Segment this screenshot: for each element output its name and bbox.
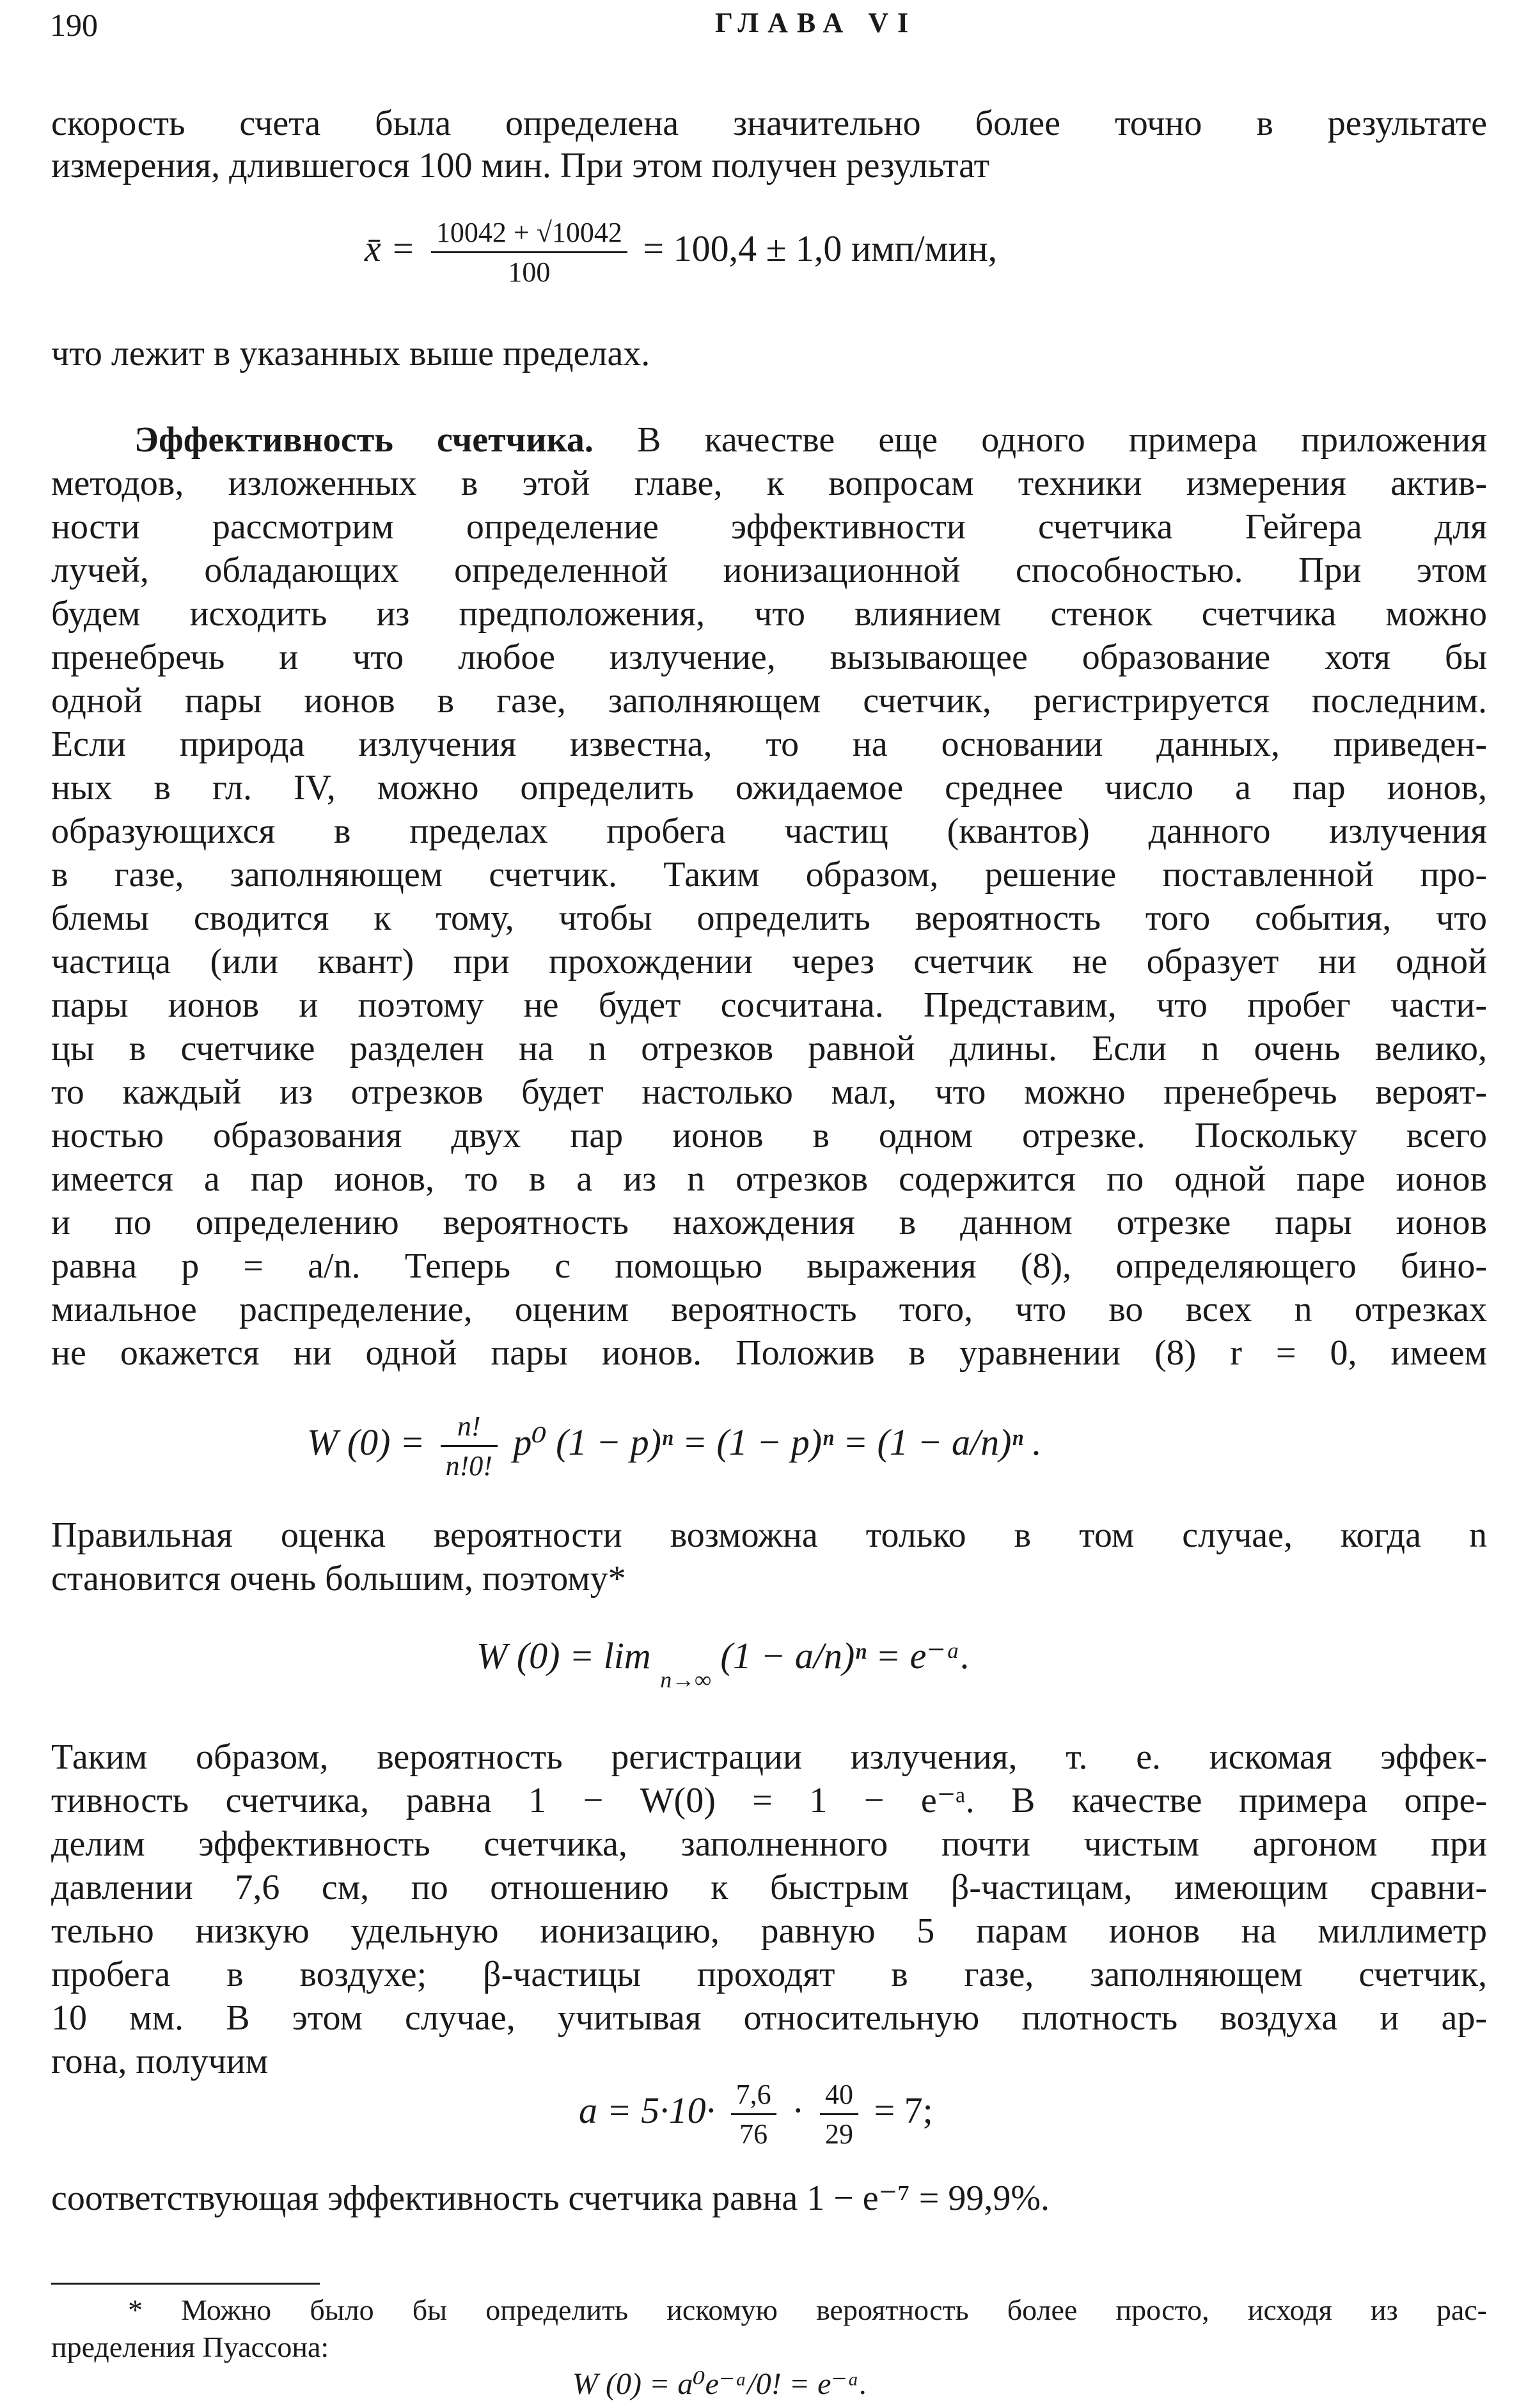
- fraction-denominator: n!0!: [445, 1450, 492, 1482]
- text-line: становится очень большим, поэтому*: [51, 1559, 626, 1599]
- fraction-numerator: 7,6: [731, 2078, 776, 2115]
- fraction-numerator: 40: [820, 2078, 858, 2115]
- formula-rhs: (1 − a/n)ⁿ = e⁻ᵃ.: [720, 1635, 970, 1677]
- text-line: и по определению вероятность нахождения в данном отрезке пары ионов: [51, 1203, 1487, 1242]
- text-line: Правильная оценка вероятности возможна только в том случае, когда n: [51, 1515, 1487, 1555]
- text-line: Таким образом, вероятность регистрации излучения, т. е. искомая эффек-: [51, 1737, 1487, 1777]
- text-line: пары ионов и поэтому не будет сосчитана. Представим, что пробег части-: [51, 985, 1487, 1025]
- formula-lhs: x̄ =: [365, 227, 416, 269]
- formula-fraction-2: [820, 2078, 858, 2150]
- text-line: лучей, обладающих определенной ионизационной способностью. При этом: [51, 551, 1487, 590]
- text-line: тельно низкую удельную ионизацию, равную 5 парам ионов на миллиметр: [51, 1911, 1487, 1951]
- text-line: Если природа излучения известна, то на основании данных, приведен-: [51, 724, 1487, 764]
- section-first-line: [134, 419, 1487, 461]
- text-line: что лежит в указанных выше пределах.: [51, 334, 650, 373]
- formula-lhs: a = 5·10·: [579, 2089, 716, 2131]
- footnote-divider: [51, 2283, 320, 2285]
- fraction-denominator: 76: [739, 2118, 768, 2150]
- text-line: в газе, заполняющем счетчик. Таким образом, решение поставленной про-: [51, 855, 1487, 895]
- text-line: блемы сводится к тому, чтобы определить вероятность того события, что: [51, 898, 1487, 938]
- formula-dot: ·: [792, 2089, 805, 2131]
- footnote-line: * Можно было бы определить искомую вероятность более просто, исходя из рас-: [128, 2294, 1487, 2326]
- formula-lhs: W (0) = lim: [476, 1635, 651, 1677]
- text-line: цы в счетчике разделен на n отрезков равной длины. Если n очень велико,: [51, 1029, 1487, 1068]
- formula-binomial-zero: [307, 1410, 1042, 1482]
- formula-fraction: [431, 216, 627, 288]
- text-line: делим эффективность счетчика, заполненного почти чистым аргоном при: [51, 1824, 1487, 1864]
- text-line: частица (или квант) при прохождении через счетчик не образует ни одной: [51, 942, 1487, 981]
- page-header: [50, 6, 1497, 47]
- fraction-numerator: 10042 + √10042: [431, 216, 627, 253]
- page-number: 190: [50, 7, 98, 43]
- formula-fraction: [441, 1410, 498, 1482]
- formula-fraction-1: [731, 2078, 776, 2150]
- text-line: равна p = a/n. Теперь с помощью выражения (8), определяющего бино-: [51, 1246, 1487, 1286]
- text-line: пренебречь и что любое излучение, вызывающее образование хотя бы: [51, 637, 1487, 677]
- text-line: ности рассмотрим определение эффективности счетчика Гейгера для: [51, 507, 1487, 547]
- text-line: одной пары ионов в газе, заполняющем счетчик, регистрируется последним.: [51, 681, 1487, 721]
- text-line: гона, получим: [51, 2042, 269, 2081]
- text-line: ных в гл. IV, можно определить ожидаемое среднее число a пар ионов,: [51, 768, 1487, 808]
- formula-rhs: = 7;: [874, 2089, 933, 2131]
- text-line: миальное распределение, оценим вероятность того, что во всех n отрезках: [51, 1290, 1487, 1329]
- formula-mean-count: [365, 216, 997, 288]
- footnote-line: пределения Пуассона:: [51, 2331, 329, 2363]
- fraction-denominator: 100: [508, 256, 551, 288]
- text-line: не окажется ни одной пары ионов. Положив в уравнении (8) r = 0, имеем: [51, 1333, 1487, 1373]
- text-line: соответствующая эффективность счетчика равна 1 − e⁻⁷ = 99,9%.: [51, 2178, 1050, 2218]
- fraction-numerator: n!: [441, 1410, 498, 1447]
- fraction-denominator: 29: [824, 2118, 853, 2150]
- formula-rhs: = 100,4 ± 1,0 имп/мин,: [643, 227, 998, 269]
- section-heading: Эффективность счетчика.: [134, 420, 594, 460]
- text-line: образующихся в пределах пробега частиц (квантов) данного излучения: [51, 811, 1487, 851]
- footnote-formula: W (0) = a⁰e⁻ᵃ/0! = e⁻ᵃ.: [572, 2367, 867, 2401]
- formula-rhs: p⁰ (1 − p)ⁿ = (1 − p)ⁿ = (1 − a/n)ⁿ .: [513, 1421, 1042, 1463]
- text-line: ностью образования двух пар ионов в одном отрезке. Поскольку всего: [51, 1116, 1487, 1155]
- text-line: измерения, длившегося 100 мин. При этом получен результат: [51, 146, 990, 185]
- formula-lhs: W (0) =: [307, 1421, 425, 1463]
- text-line: скорость счета была определена значительно более точно в результате: [51, 104, 1487, 143]
- text-span: В качестве еще одного примера приложения: [637, 420, 1488, 460]
- text-line: тивность счетчика, равна 1 − W(0) = 1 − e⁻ᵃ. В качестве примера опре-: [51, 1781, 1487, 1820]
- formula-limit-subscript: n→∞: [660, 1667, 711, 1693]
- text-line: давлении 7,6 см, по отношению к быстрым β-частицам, имеющим сравни-: [51, 1868, 1487, 1907]
- formula-ion-pairs: [579, 2078, 933, 2150]
- text-line: имеется a пар ионов, то в a из n отрезков содержится по одной паре ионов: [51, 1159, 1487, 1199]
- text-line: 10 мм. В этом случае, учитывая относительную плотность воздуха и ар-: [51, 1998, 1487, 2038]
- running-title: ГЛАВА VI: [715, 7, 918, 38]
- text-line: то каждый из отрезков будет настолько мал, что можно пренебречь вероят-: [51, 1072, 1487, 1112]
- text-line: будем исходить из предположения, что влиянием стенок счетчика можно: [51, 594, 1487, 634]
- formula-limit: [476, 1634, 970, 1693]
- text-line: пробега в воздухе; β-частицы проходят в газе, заполняющем счетчик,: [51, 1955, 1487, 1994]
- text-line: методов, изложенных в этой главе, к вопросам техники измерения актив-: [51, 464, 1487, 503]
